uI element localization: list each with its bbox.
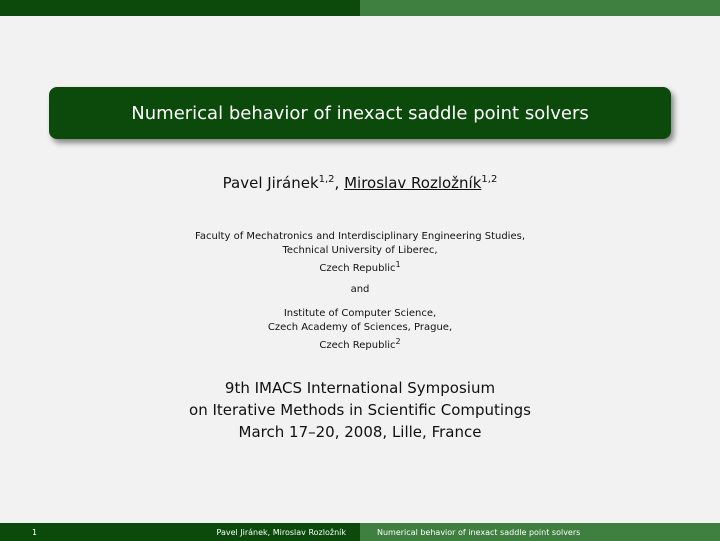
author-2-sup: 1,2 [481, 174, 498, 185]
affiliation-1-line-2: Technical University of Liberec, [282, 245, 438, 256]
conference-info [0, 377, 720, 443]
page-number[interactable]: 1 [32, 527, 38, 537]
affiliation-1-line-1: Faculty of Mechatronics and Interdisciplinary Engineering Studies, [194, 231, 526, 242]
affiliation-2-line-1: Institute of Computer Science, [283, 308, 437, 319]
affiliation-2-country: Czech Republic [319, 340, 396, 351]
affiliation-2-sup: 2 [395, 337, 401, 346]
footer-title[interactable]: Numerical behavior of inexact saddle point solvers [377, 527, 581, 537]
author-1: Pavel Jiránek [222, 174, 319, 192]
affiliation-1 [0, 230, 720, 276]
footer-right [360, 523, 720, 541]
slide-title-box [49, 87, 671, 139]
affiliation-1-sup: 1 [395, 260, 401, 269]
slide-title: Numerical behavior of inexact saddle point solvers [131, 102, 589, 124]
header-bar-right [360, 0, 720, 16]
header-bar [0, 0, 720, 16]
affiliation-1-country: Czech Republic [319, 263, 396, 274]
conference-line-3: March 17–20, 2008, Lille, France [238, 423, 482, 441]
author-1-sup: 1,2 [318, 174, 335, 185]
conference-line-2: on Iterative Methods in Scientific Computings [189, 401, 531, 419]
affiliation-2 [0, 307, 720, 353]
author-separator: , [334, 174, 345, 192]
and-text: and [350, 284, 370, 295]
authors-line [0, 174, 720, 192]
footer-bar [0, 523, 720, 541]
footer-left [0, 523, 360, 541]
affiliation-2-line-3 [0, 335, 720, 353]
affiliation-1-line-3 [0, 258, 720, 276]
header-bar-left [0, 0, 360, 16]
affiliation-2-line-2: Czech Academy of Sciences, Prague, [267, 322, 453, 333]
conference-line-1: 9th IMACS International Symposium [224, 379, 496, 397]
footer-authors[interactable]: Pavel Jiránek, Miroslav Rozložník [216, 527, 346, 537]
author-2: Miroslav Rozložník [344, 174, 482, 192]
